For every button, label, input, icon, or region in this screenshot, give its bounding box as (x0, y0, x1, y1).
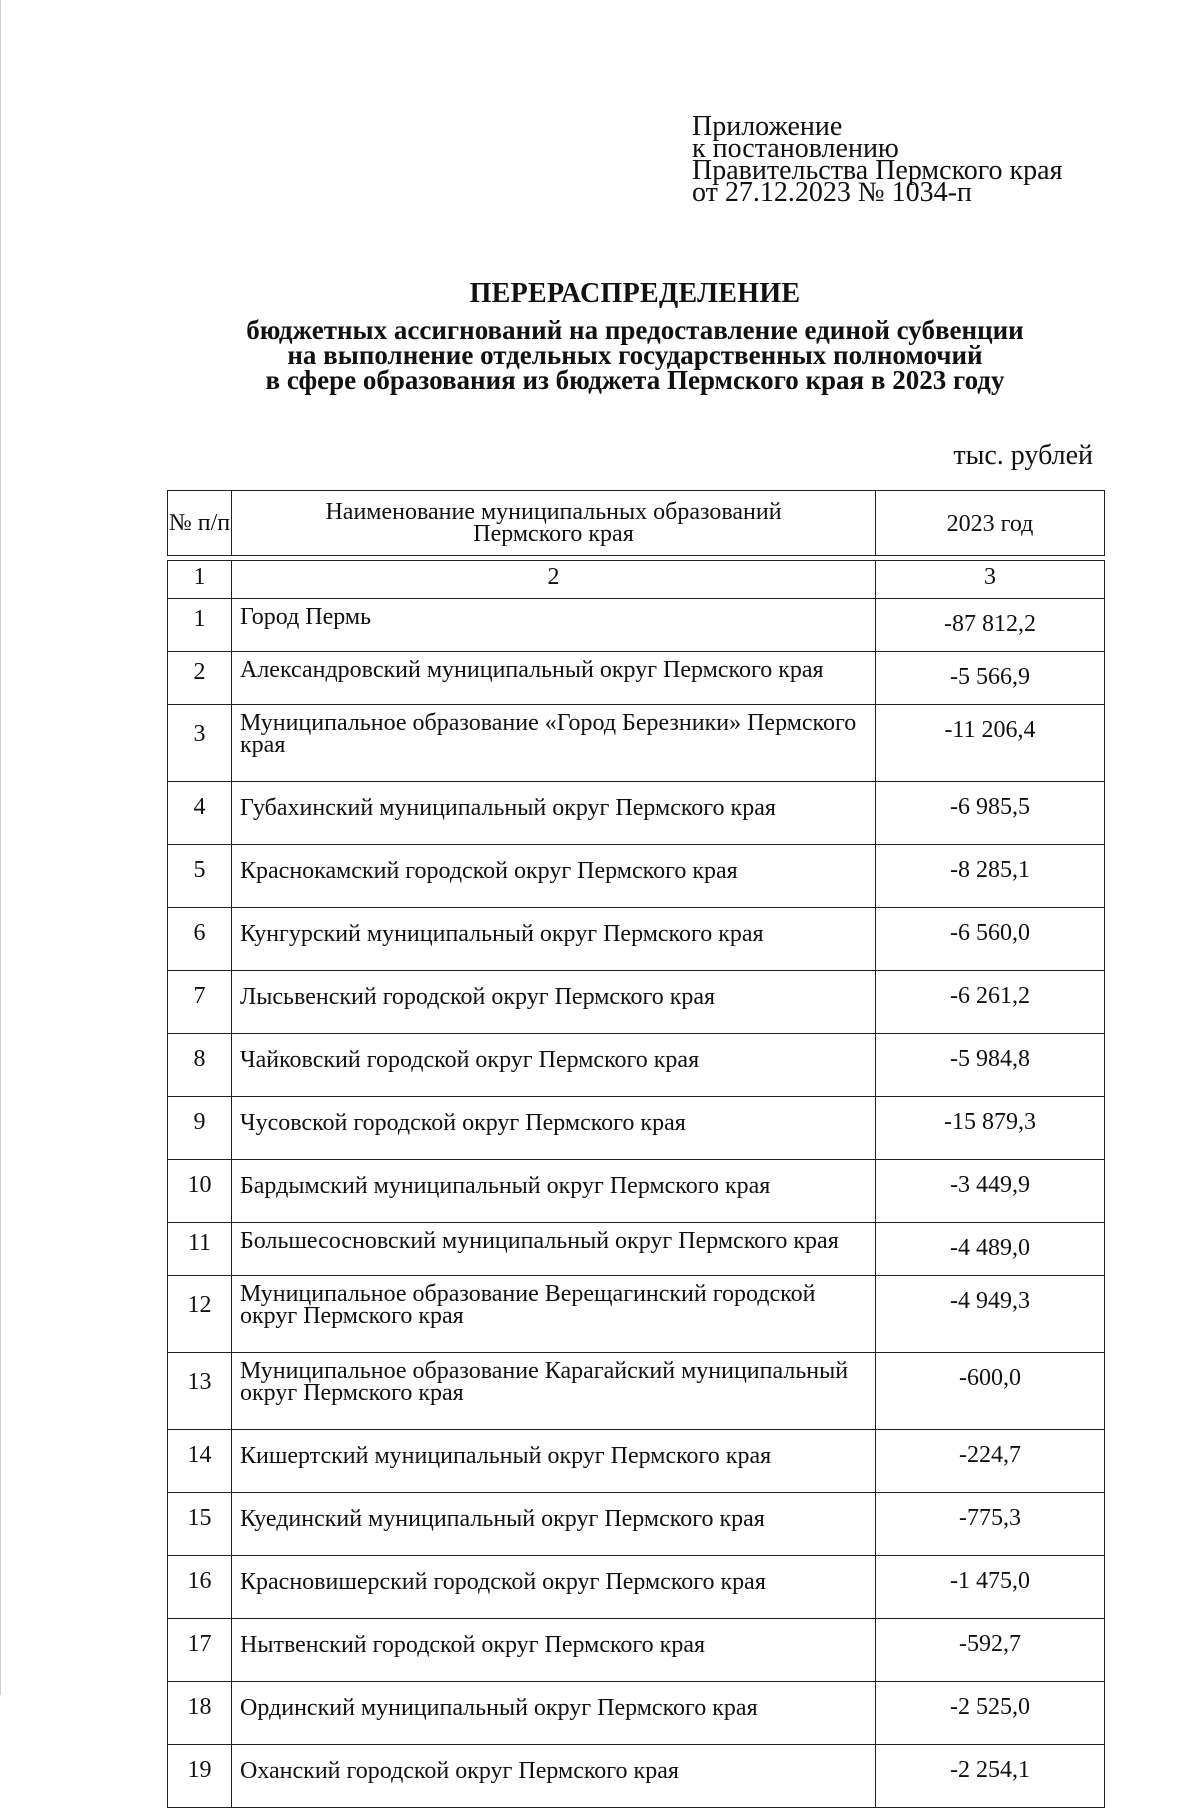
table-row (168, 1034, 1105, 1097)
appendix-line: Правительства Пермского края (692, 155, 1063, 186)
row-number: 18 (168, 1682, 232, 1745)
table-row (168, 1430, 1105, 1493)
municipality-name: Краснокамский городской округ Пермского края (232, 845, 876, 908)
municipality-name: Александровский муниципальный округ Пермского края (232, 652, 876, 705)
table-header (168, 491, 1105, 556)
table-row (168, 782, 1105, 845)
row-number: 17 (168, 1619, 232, 1682)
table-row (168, 1556, 1105, 1619)
row-number: 12 (168, 1276, 232, 1353)
row-number: 11 (168, 1223, 232, 1276)
table-row (168, 845, 1105, 908)
row-number: 5 (168, 845, 232, 908)
row-value: -2 254,1 (876, 1745, 1105, 1808)
column-number: 1 (168, 561, 232, 599)
row-number: 9 (168, 1097, 232, 1160)
row-value: -5 984,8 (876, 1034, 1105, 1097)
row-number: 19 (168, 1745, 232, 1808)
column-number: 3 (876, 561, 1105, 599)
table-row (168, 1223, 1105, 1276)
municipality-name: Нытвенский городской округ Пермского края (232, 1619, 876, 1682)
subtitle-line: на выполнение отдельных государственных полномочий (287, 340, 983, 370)
row-number: 8 (168, 1034, 232, 1097)
row-value: -600,0 (876, 1353, 1105, 1430)
municipality-name: Красновишерский городской округ Пермского края (232, 1556, 876, 1619)
municipality-name: Кунгурский муниципальный округ Пермского края (232, 908, 876, 971)
table-row (168, 652, 1105, 705)
municipality-name: Чусовской городской округ Пермского края (232, 1097, 876, 1160)
appendix-block (692, 111, 1063, 208)
municipality-name: Куединский муниципальный округ Пермского края (232, 1493, 876, 1556)
row-value: -3 449,9 (876, 1160, 1105, 1223)
table-row (168, 971, 1105, 1034)
table-row (168, 1682, 1105, 1745)
municipality-name: Бардымский муниципальный округ Пермского края (232, 1160, 876, 1223)
row-number: 13 (168, 1353, 232, 1430)
appendix-line: Приложение (692, 111, 843, 142)
row-value: -15 879,3 (876, 1097, 1105, 1160)
table-row (168, 1619, 1105, 1682)
row-number: 7 (168, 971, 232, 1034)
appendix-line: от 27.12.2023 № 1034-п (692, 177, 972, 208)
column-number: 2 (232, 561, 876, 599)
table-row (168, 908, 1105, 971)
header-year: 2023 год (876, 491, 1105, 556)
table-row (168, 705, 1105, 782)
table-row (168, 1160, 1105, 1223)
municipality-name: Кишертский муниципальный округ Пермского края (232, 1430, 876, 1493)
row-value: -1 475,0 (876, 1556, 1105, 1619)
column-number-row (168, 561, 1105, 599)
row-value: -592,7 (876, 1619, 1105, 1682)
row-number: 6 (168, 908, 232, 971)
row-number: 10 (168, 1160, 232, 1223)
header-name-line: Наименование муниципальных образований (325, 499, 782, 525)
municipality-name: Чайковский городской округ Пермского края (232, 1034, 876, 1097)
municipality-name: Лысьвенский городской округ Пермского края (232, 971, 876, 1034)
row-number: 14 (168, 1430, 232, 1493)
table-row (168, 599, 1105, 652)
row-number: 16 (168, 1556, 232, 1619)
municipality-name: Муниципальное образование «Город Березники» Пермского края (232, 705, 876, 782)
budget-table (167, 490, 1105, 1808)
row-value: -4 949,3 (876, 1276, 1105, 1353)
row-number: 3 (168, 705, 232, 782)
municipality-name: Оханский городской округ Пермского края (232, 1745, 876, 1808)
table-row (168, 1745, 1105, 1808)
municipality-name: Муниципальное образование Верещагинский городской округ Пермского края (232, 1276, 876, 1353)
municipality-name: Муниципальное образование Карагайский муниципальный округ Пермского края (232, 1353, 876, 1430)
row-value: -6 261,2 (876, 971, 1105, 1034)
header-name (232, 491, 876, 556)
row-value: -87 812,2 (876, 599, 1105, 652)
row-number: 15 (168, 1493, 232, 1556)
row-value: -8 285,1 (876, 845, 1105, 908)
table-row (168, 1097, 1105, 1160)
units-label: тыс. рублей (953, 440, 1093, 471)
row-value: -5 566,9 (876, 652, 1105, 705)
row-value: -775,3 (876, 1493, 1105, 1556)
subtitle-line: в сфере образования из бюджета Пермского края в 2023 году (265, 365, 1005, 395)
row-number: 4 (168, 782, 232, 845)
municipality-name: Губахинский муниципальный округ Пермского края (232, 782, 876, 845)
municipality-name: Большесосновский муниципальный округ Пермского края (232, 1223, 876, 1276)
row-value: -6 985,5 (876, 782, 1105, 845)
municipality-name: Ординский муниципальный округ Пермского края (232, 1682, 876, 1745)
subtitle-line: бюджетных ассигнований на предоставление единой субвенции (246, 315, 1024, 345)
appendix-line: к постановлению (692, 133, 899, 164)
table-row (168, 1353, 1105, 1430)
document-subtitle (0, 315, 1200, 395)
row-value: -6 560,0 (876, 908, 1105, 971)
table-row (168, 1493, 1105, 1556)
row-value: -224,7 (876, 1430, 1105, 1493)
municipality-name: Город Пермь (232, 599, 876, 652)
document-title: ПЕРЕРАСПРЕДЕЛЕНИЕ (469, 278, 801, 309)
table-row (168, 1276, 1105, 1353)
header-num: № п/п (168, 491, 232, 556)
row-value: -2 525,0 (876, 1682, 1105, 1745)
row-number: 1 (168, 599, 232, 652)
row-value: -11 206,4 (876, 705, 1105, 782)
row-number: 2 (168, 652, 232, 705)
header-name-line: Пермского края (473, 521, 634, 547)
row-value: -4 489,0 (876, 1223, 1105, 1276)
